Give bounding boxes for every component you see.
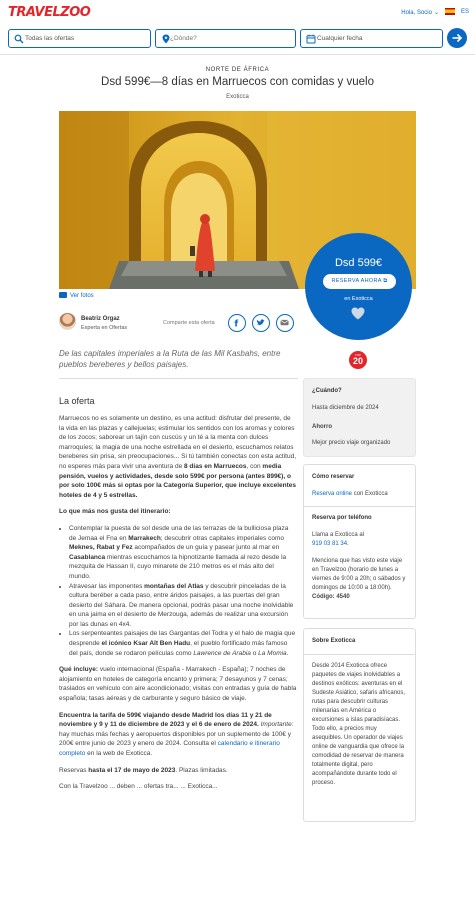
phone-after: . — [347, 541, 349, 547]
date-filter[interactable] — [300, 29, 443, 48]
likes-heading — [59, 507, 297, 517]
facebook-icon — [229, 315, 245, 331]
avatar — [59, 313, 76, 330]
chevron-down-icon: ⌄ — [433, 10, 439, 16]
phone-heading: Reserva por teléfono — [312, 515, 372, 521]
phone-line — [312, 540, 407, 549]
card-divider — [304, 506, 415, 507]
phone-note — [312, 557, 407, 602]
dates-text: Encuentra la tarifa de 599€ viajando desde Madrid los días 11 y 21 de noviembre y 9 y 11 de diciembre de 2023 y el 6 de enero de 2024. — [59, 711, 272, 729]
likes-heading-text: Lo que más nos gusta del itinerario: — [59, 508, 171, 516]
itinerary-highlights — [69, 524, 297, 658]
heart-icon[interactable] — [351, 307, 365, 320]
when-heading: ¿Cuándo? — [312, 388, 342, 394]
book-now-label: RESERVA AHORA — [331, 278, 382, 284]
how-heading: Cómo reservar — [312, 474, 355, 480]
how-to-book-card — [303, 464, 416, 619]
twitter-icon — [253, 315, 269, 331]
user-menu[interactable] — [401, 9, 439, 16]
includes-label: Qué incluye: — [59, 666, 99, 674]
date-filter-label: Cualquier fecha — [317, 35, 363, 42]
savings-value: Mejor precio viaje organizado — [312, 440, 391, 446]
deal-quote: De las capitales imperiales a la Ruta de las Mil Kasbahs, entre pueblos bereberes y bellos paisajes. — [59, 349, 281, 369]
email-icon — [277, 315, 293, 331]
how-suffix: con Exoticca — [352, 491, 388, 497]
how-line — [312, 490, 407, 499]
offer-intro-text: , con — [246, 462, 263, 470]
reserve-paragraph — [59, 766, 297, 776]
card-divider — [304, 654, 415, 655]
price-value: Dsd 599€ — [334, 257, 383, 269]
calendar-link[interactable]: calendario e itinerario completo — [59, 740, 280, 757]
destination-input[interactable] — [170, 35, 290, 42]
reserve-text: Reservas — [59, 766, 89, 774]
offer-intro — [59, 414, 297, 500]
deals-filter[interactable] — [8, 29, 151, 48]
phone-note-text: Menciona que has visto este viaje en Travelzoo (horario de lunes a viernes de 9:00 a 20h; o sábados y domingos de 10:00 a 18:00h). — [312, 558, 406, 591]
top20-badge-number: 20 — [352, 356, 363, 366]
twitter-share-button[interactable] — [252, 314, 270, 332]
camera-icon — [59, 292, 67, 298]
important-label: Importante: — [258, 721, 294, 729]
about-partner-card — [303, 628, 416, 822]
view-photos-label: Ver fotos — [70, 293, 94, 299]
includes-text: vuelo internacional (España - Marrakech - España); 7 noches de alojamiento en hoteles de categoría encanto y primera; 7 desayunos y 7 cenas; traslados en vehículo con aire acondicionado; visitas con entradas y guía de habla española; tasas aéreas y de carburante y seguro básico de viaje. — [59, 666, 297, 703]
section-divider — [59, 378, 298, 379]
dates-paragraph — [59, 711, 297, 759]
cut-text: Con la Travelzoo ... deben ... ofertas tra... ... Exoticca... — [59, 783, 218, 791]
list-item: • Los serpenteantes paisajes de las Gargantas del Todra y el halo de magia que desprende el icónico Ksar Aït Ben Hadu, el pueblo fortificado más famoso del país, donde se rodaron películas como Lawrence de Arabia o La Momia. — [69, 629, 297, 658]
top-bar — [0, 0, 475, 26]
deals-filter-label: Todas las ofertas — [25, 35, 75, 42]
top20-badge — [349, 351, 367, 369]
search-bar — [0, 28, 475, 54]
offer-intro-text: Marruecos no es solamente un destino, es una actitud: disfrutar del presente, de la vida en las plazas y callejuelas; estimular los sentidos con los aromas y colores de los zocos; saborear un tajín con cuscús y un té a la menta con dulces marroquíes; la magia de una noche estrellada en el desierto, escuchamos relatos bereberes sin prisa, sin preocupaciones... Si tú también conectas con esta actitud, no esperes más para vivir una aventura de — [59, 415, 297, 470]
deal-region: NORTE DE ÁFRICA — [205, 67, 270, 73]
search-submit-button[interactable] — [447, 28, 467, 48]
offer-body — [59, 414, 297, 799]
important-end: en la web de Exoticca. — [85, 750, 153, 757]
email-share-button[interactable] — [276, 314, 294, 332]
reserve-text: . Plazas limitadas. — [175, 766, 228, 774]
deal-partner: Exoticca — [226, 94, 249, 100]
destination-field[interactable] — [155, 29, 296, 48]
includes-paragraph — [59, 665, 297, 703]
travelzoo-logo[interactable]: TRAVELZOO — [8, 5, 91, 20]
header-divider — [0, 54, 475, 55]
external-link-icon: ⧉ — [383, 278, 388, 284]
author-role: Experta en Ofertas — [81, 325, 128, 331]
when-value: Hasta diciembre de 2024 — [312, 405, 379, 411]
svg-text:f: f — [234, 319, 239, 330]
offer-intro-bold: media pensión, vuelos y actividades, desde solo 599€ por persona (antes 899€), o por solo 100€ más si optas por la Categoría Superior, que incluye excelentes hoteles de 4 y 5 estrellas. — [59, 462, 296, 499]
savings-heading: Ahorro — [312, 424, 332, 430]
deal-title: Dsd 599€—8 días en Marruecos con comidas y vuelo — [101, 76, 374, 88]
book-with-partner: en Exoticca — [344, 296, 373, 302]
facebook-share-button[interactable] — [228, 314, 246, 332]
share-label: Comparte esta oferta — [163, 320, 215, 326]
search-icon — [14, 34, 24, 44]
promo-code: Código: 4540 — [312, 594, 350, 600]
calendar-icon — [306, 34, 316, 44]
price-circle — [305, 233, 412, 340]
offer-heading: La oferta — [59, 396, 95, 406]
view-photos-link[interactable] — [59, 292, 94, 299]
offer-intro-bold: 8 días en Marruecos — [184, 462, 247, 470]
phone-number-link[interactable]: 919 03 81 34 — [312, 541, 348, 547]
book-now-button[interactable] — [323, 274, 396, 289]
author-name: Beatriz Orgaz — [81, 316, 120, 322]
about-heading: Sobre Exoticca — [312, 638, 356, 644]
reserve-deadline: hasta el 17 de mayo de 2023 — [88, 766, 176, 774]
list-item: • Atravesar las imponentes montañas del Atlas y descubrir pinceladas de la cultura beréber a cada paso, entre áridos paisajes, a las puertas del gran desierto del Sáhara. De manera opcional, podrás pasar una noche inolvidable en una jaima en el desierto de Merzouga, además de realizar una excursión por las dunas en 4x4. — [69, 582, 297, 630]
spain-flag-icon[interactable] — [445, 8, 455, 15]
when-card — [303, 378, 416, 457]
online-booking-link[interactable]: Reserva online — [312, 491, 353, 497]
arrow-right-icon — [447, 28, 467, 48]
phone-intro: Llama a Exoticca al — [312, 532, 365, 538]
cut-paragraph — [59, 782, 297, 792]
about-text: Desde 2014 Exoticca ofrece paquetes de viajes inolvidables a destinos exóticos: aventuras en el Sudeste Asiático, safaris africanos, rutas para descubrir culturas milenarias en América o excursiones a islas paradisíacas. Todo ello, a precios muy asequibles. Un operador de viajes online de vanguardia que ofrece la comodidad de reservar de manera totalmente digital, pero acompañándote durante todo el proceso. — [312, 663, 406, 786]
important-text: hay muchas más fechas y aeropuertos disponibles por un suplemento de 100€ y 200€ entre junio de 2023 y enero de 2024. Consulta el — [59, 730, 291, 748]
list-item: • Contemplar la puesta de sol desde una de las terrazas de la bulliciosa plaza de Jemaa el Fna en Marrakech; descubrir otras capitales imperiales como Meknes, Rabat y Fez acompañados de un guía y pasear junto al mar en Casablanca mientras escuchamos la hipnotizante llamada al rezo desde la mezquita de Hassan II, cuyo minarete de 210 metros es el más alto del mundo. — [69, 524, 297, 582]
top20-badge-top: TOP — [354, 353, 362, 357]
language-selector[interactable]: ES — [460, 9, 469, 15]
user-greeting: Hola, Socio — [401, 10, 432, 16]
